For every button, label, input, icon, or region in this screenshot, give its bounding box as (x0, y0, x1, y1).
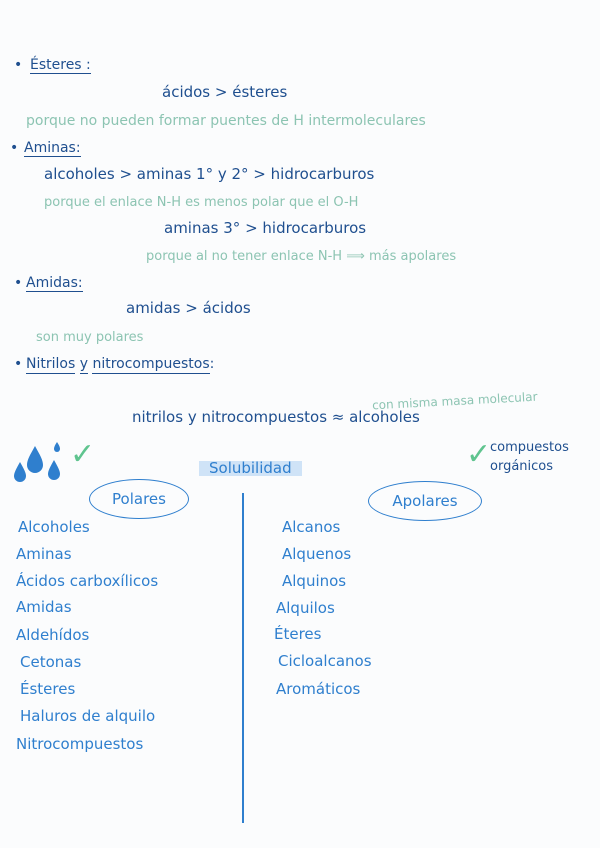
heading-aminas: Aminas: (24, 140, 81, 156)
list-item: Nitrocompuestos (16, 735, 144, 753)
list-item: Haluros de alquilo (20, 707, 156, 725)
list-item: Éteres (274, 625, 322, 643)
check-icon: ✓ (466, 437, 492, 472)
water-drops-icon (10, 436, 62, 484)
note-aminas-3: porque al no tener enlace N-H ⟹ más apolares (146, 249, 457, 264)
list-item: Cicloalcanos (278, 652, 372, 670)
list-item: Amidas (16, 598, 72, 616)
side-note-masa-molecular: con misma masa molecular (371, 389, 538, 413)
apolares-oval (368, 481, 482, 521)
comparison-esteres: ácidos > ésteres (162, 83, 288, 101)
comparison-nitrilos: nitrilos y nitrocompuestos ≈ alcoholes (132, 408, 420, 426)
check-icon: ✓ (70, 437, 96, 472)
polares-oval (89, 479, 189, 519)
note-esteres: porque no pueden formar puentes de H intermoleculares (26, 113, 426, 129)
heading-nitrilos-y: y (79, 356, 88, 372)
list-item: Alcanos (282, 518, 341, 536)
comparison-amidas: amidas > ácidos (126, 299, 251, 317)
note-amidas: son muy polares (36, 330, 144, 345)
heading-nitrocompuestos: nitrocompuestos (92, 356, 210, 372)
list-item: Ácidos carboxílicos (16, 572, 159, 590)
heading-nitrilos-colon: : (209, 356, 215, 372)
organic-note-line1: compuestos (490, 440, 569, 455)
comparison-aminas: alcoholes > aminas 1° y 2° > hidrocarburos (44, 165, 375, 183)
list-item: Aminas (16, 545, 72, 563)
bullet-icon: • (14, 57, 23, 73)
list-item: Alcoholes (18, 518, 90, 536)
list-item: Alquenos (282, 545, 352, 563)
list-item: Aldehídos (16, 626, 90, 644)
list-item: Ésteres (20, 680, 76, 698)
note-aminas: porque el enlace N-H es menos polar que el O-H (44, 195, 359, 210)
solubilidad-title: Solubilidad (199, 461, 302, 476)
bullet-icon: • (14, 275, 23, 291)
comparison-aminas-3: aminas 3° > hidrocarburos (164, 219, 367, 237)
heading-esteres: Ésteres : (30, 57, 91, 73)
list-item: Cetonas (20, 653, 82, 671)
organic-note-line2: orgánicos (490, 459, 554, 474)
list-item: Alquilos (276, 599, 335, 617)
list-item: Alquinos (282, 572, 347, 590)
bullet-icon: • (10, 140, 19, 156)
heading-amidas: Amidas: (26, 275, 83, 291)
list-item: Aromáticos (276, 680, 361, 698)
heading-nitrilos-group (26, 357, 214, 371)
polares-label: Polares (112, 490, 166, 508)
apolares-label: Apolares (392, 492, 458, 510)
bullet-icon: • (14, 356, 23, 372)
column-divider (242, 493, 244, 823)
heading-nitrilos: Nitrilos (26, 356, 76, 372)
